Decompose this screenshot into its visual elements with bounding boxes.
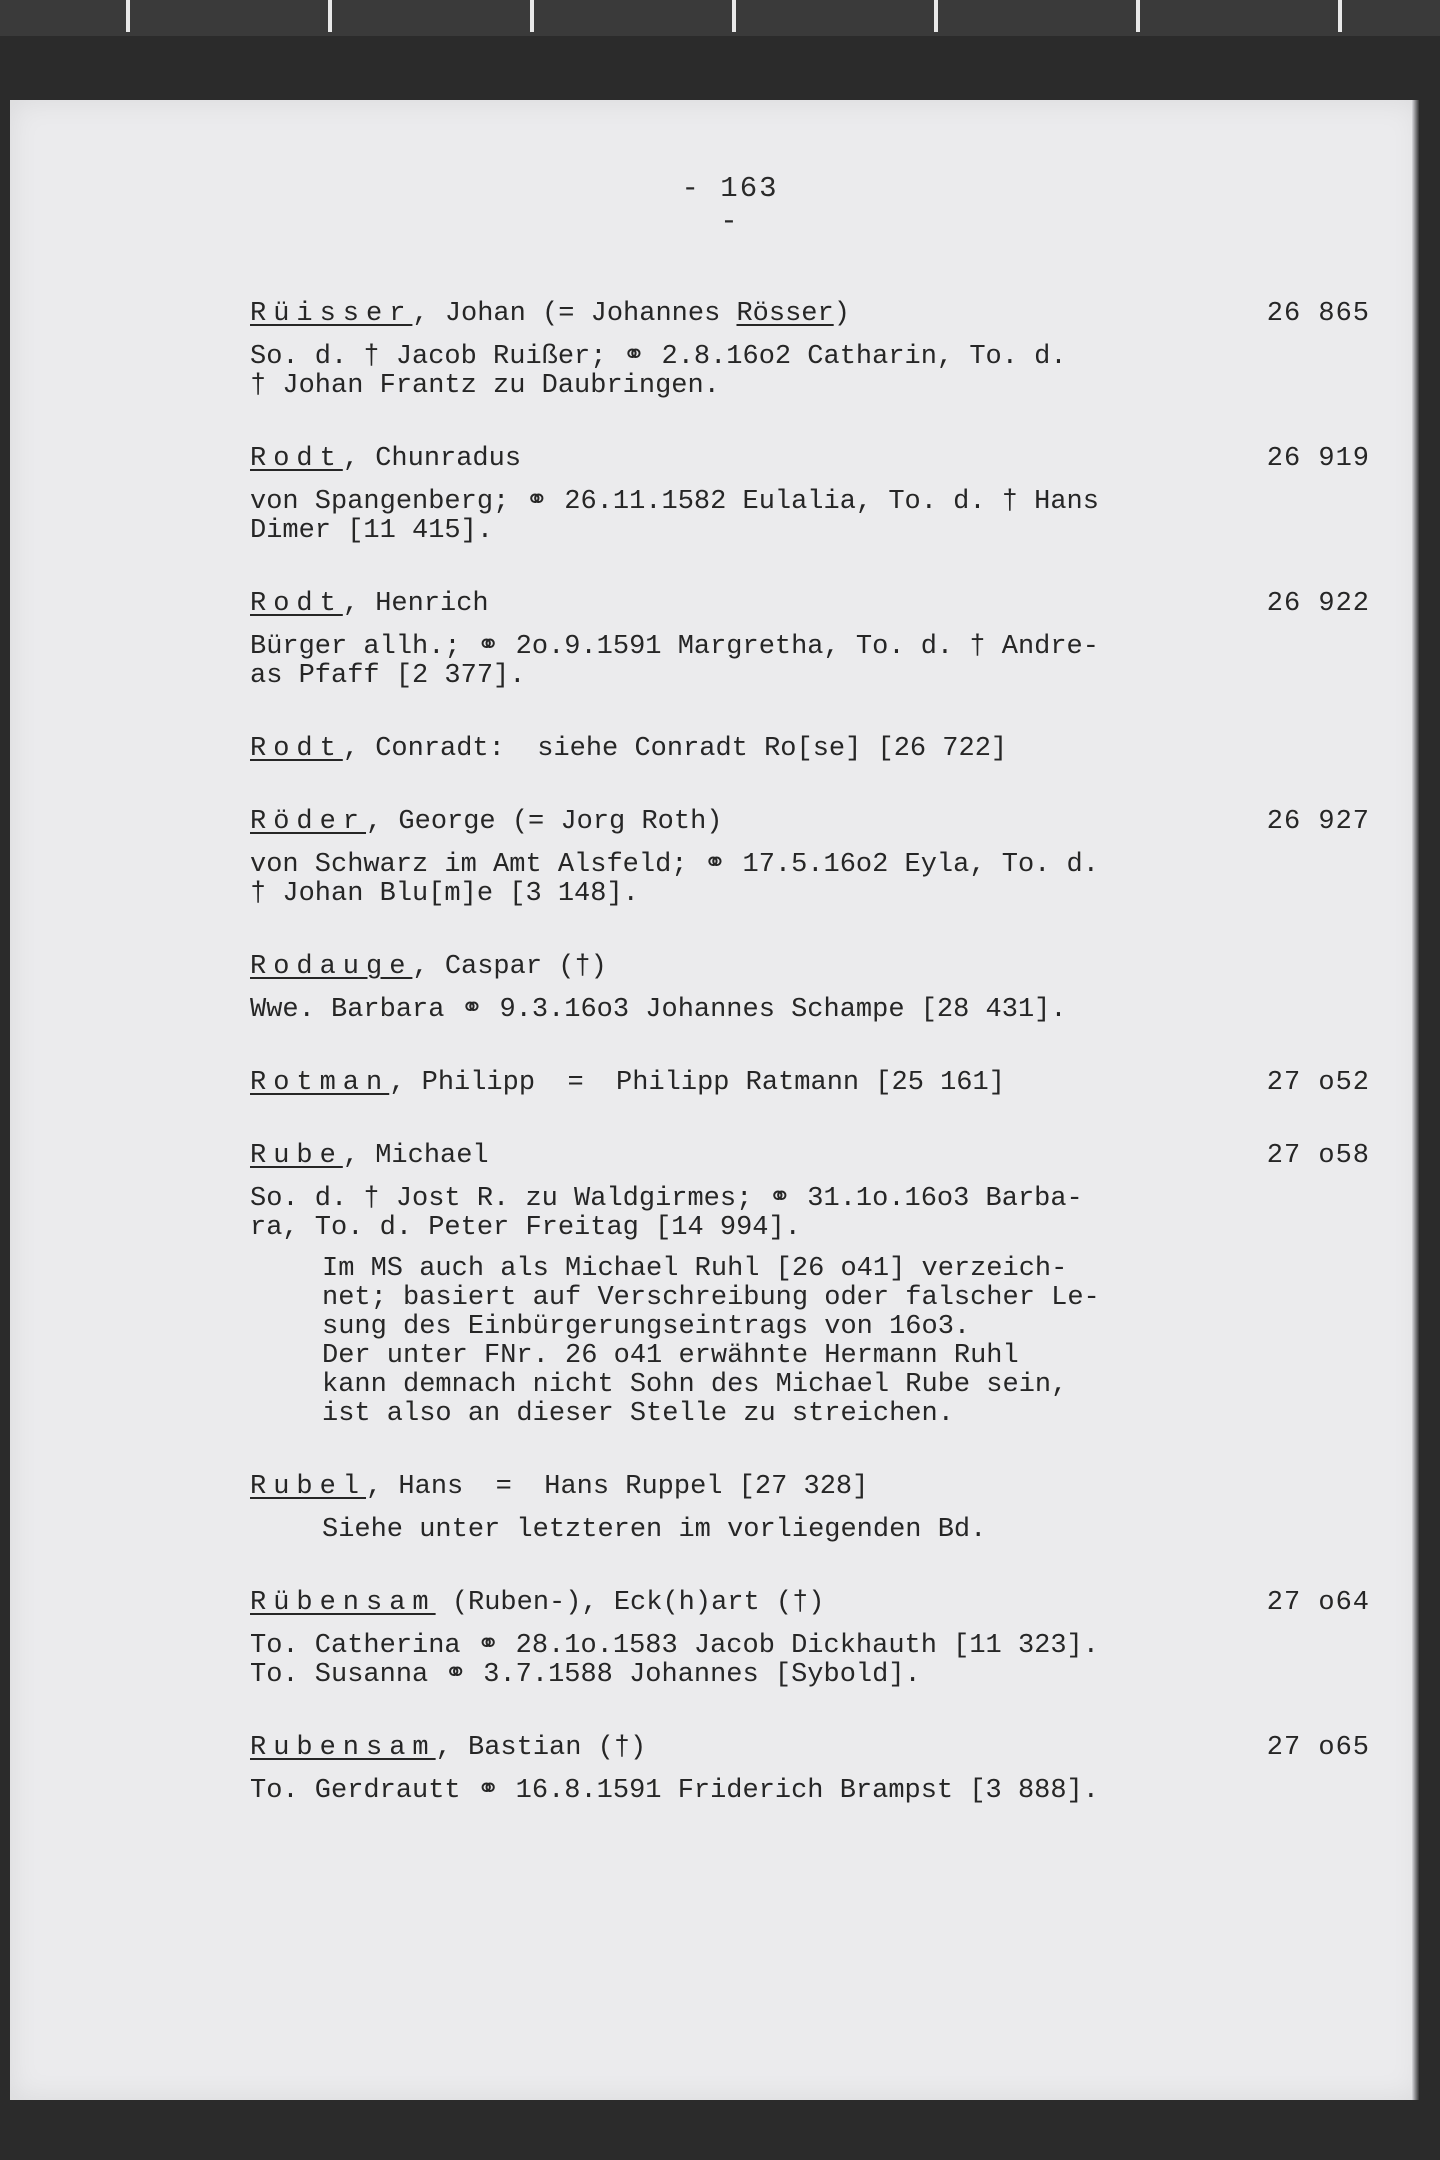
entry-surname: Röder: [250, 807, 367, 837]
entry-heading-text: [250, 1589, 825, 1618]
entry-note-line: Siehe unter letzteren im vorliegenden Bd.: [322, 1515, 987, 1545]
entry-given-name: , Hans = Hans Ruppel [27 328]: [366, 1472, 869, 1502]
entry-text-line: von Schwarz im Amt Alsfeld; ⚭ 17.5.16o2 Eyla, To. d.: [250, 850, 1099, 880]
entry-heading-text: [250, 953, 607, 982]
entry-given-name: , Michael: [342, 1141, 489, 1171]
film-perforation: [328, 0, 332, 32]
entry-heading: [250, 300, 1370, 329]
entry-note-line: Der unter FNr. 26 o41 erwähnte Hermann Ruhl: [322, 1341, 1019, 1371]
entry-surname: Rüisser: [250, 299, 413, 329]
entry-text-line: ra, To. d. Peter Freitag [14 994].: [250, 1213, 801, 1243]
film-perforation: [732, 0, 736, 32]
entry-text-line: Dimer [11 415].: [250, 516, 494, 546]
entry-heading: [250, 590, 1370, 619]
document-page: [10, 100, 1420, 2100]
entry-family-number: 27 o58: [1266, 1141, 1370, 1171]
page-number: - 163 -: [681, 172, 779, 238]
entry-surname: Rubensam: [250, 1733, 436, 1763]
entry-note-line: ist also an dieser Stelle zu streichen.: [322, 1399, 954, 1429]
entry-given-name: , Bastian (†): [435, 1733, 647, 1763]
entry-given-name: , Johan (= Johannes: [412, 299, 737, 329]
entry-family-number: 27 o64: [1266, 1588, 1370, 1618]
entry-heading: [250, 1734, 1370, 1763]
entry-surname: Rodt: [250, 589, 343, 619]
entry-surname: Rodauge: [250, 952, 413, 982]
entry-text-line: von Spangenberg; ⚭ 26.11.1582 Eulalia, To. d. † Hans: [250, 487, 1099, 517]
film-perforation: [126, 0, 130, 32]
entry-heading-text: [250, 1734, 646, 1763]
entry-family-number: [1260, 953, 1370, 982]
entry-text-line: Wwe. Barbara ⚭ 9.3.16o3 Johannes Schampe [28 431].: [250, 995, 1067, 1025]
entry-family-number: 27 o65: [1266, 1733, 1370, 1763]
entry-heading: [250, 445, 1370, 474]
entry-surname: Rodt: [250, 734, 343, 764]
entry-heading-text: [250, 808, 722, 837]
entry-heading-text: [250, 1473, 868, 1502]
entry-family-number: 26 922: [1266, 589, 1370, 619]
entry-surname: Rotman: [250, 1068, 390, 1098]
genealogy-entry: [250, 735, 1370, 764]
entry-note: [250, 1516, 1370, 1545]
genealogy-entry: [250, 590, 1370, 691]
entry-heading: [250, 735, 1370, 764]
entry-heading: [250, 953, 1370, 982]
entry-heading-text: [250, 1142, 489, 1171]
entry-family-number: 27 o52: [1266, 1068, 1370, 1098]
genealogy-entry: [250, 808, 1370, 909]
entry-given-name: , Conradt: siehe Conradt Ro[se] [26 722]: [342, 734, 1008, 764]
entry-text-line: So. d. † Jacob Ruißer; ⚭ 2.8.16o2 Catharin, To. d.: [250, 342, 1067, 372]
entry-heading: [250, 808, 1370, 837]
entry-heading: [250, 1069, 1370, 1098]
entry-heading: [250, 1473, 1370, 1502]
film-perforation: [1338, 0, 1342, 32]
entry-given-name: (Ruben-), Eck(h)art (†): [435, 1588, 825, 1618]
entry-given-name: , George (= Jorg Roth): [366, 807, 723, 837]
entry-text-line: † Johan Blu[m]e [3 148].: [250, 879, 639, 909]
entry-heading-text: [250, 445, 521, 474]
entry-surname: Rubel: [250, 1472, 367, 1502]
entry-given-name: , Chunradus: [342, 444, 522, 474]
entry-family-number: [1260, 735, 1370, 764]
genealogy-entry: [250, 1589, 1370, 1690]
entry-text-line: To. Catherina ⚭ 28.1o.1583 Jacob Dickhauth [11 323].: [250, 1631, 1099, 1661]
film-perforation: [530, 0, 534, 32]
entry-text-line: So. d. † Jost R. zu Waldgirmes; ⚭ 31.1o.16o3 Barba-: [250, 1184, 1083, 1214]
entry-text-line: † Johan Frantz zu Daubringen.: [250, 371, 720, 401]
entry-text-line: as Pfaff [2 377].: [250, 661, 526, 691]
entry-heading: [250, 1589, 1370, 1618]
entry-text-line: Bürger allh.; ⚭ 2o.9.1591 Margretha, To. d. † Andre-: [250, 632, 1099, 662]
entry-surname: Rodt: [250, 444, 343, 474]
genealogy-entry: [250, 300, 1370, 401]
entry-cross-reference: Rösser: [736, 299, 834, 329]
entry-heading-tail: ): [833, 299, 850, 329]
genealogy-entry: [250, 445, 1370, 546]
entry-surname: Rube: [250, 1141, 343, 1171]
entry-heading-text: [250, 1069, 1005, 1098]
entry-note-line: Im MS auch als Michael Ruhl [26 o41] verzeich-: [322, 1254, 1068, 1284]
entry-family-number: 26 919: [1266, 444, 1370, 474]
page-edge: [1412, 100, 1420, 2100]
genealogy-entry: [250, 953, 1370, 1025]
film-perforation: [934, 0, 938, 32]
entry-note-line: sung des Einbürgerungseintrags von 16o3.: [322, 1312, 971, 1342]
entry-surname: Rübensam: [250, 1588, 436, 1618]
genealogy-entry: [250, 1734, 1370, 1806]
entry-heading-text: [250, 735, 1007, 764]
entry-given-name: , Henrich: [342, 589, 489, 619]
entry-heading-text: [250, 590, 489, 619]
film-strip-top: [0, 0, 1440, 36]
entry-family-number: 26 865: [1266, 299, 1370, 329]
entry-text-line: To. Susanna ⚭ 3.7.1588 Johannes [Sybold].: [250, 1660, 921, 1690]
film-perforation: [1136, 0, 1140, 32]
genealogy-entry: [250, 1473, 1370, 1545]
entry-note-line: net; basiert auf Verschreibung oder falscher Le-: [322, 1283, 1100, 1313]
entry-heading-text: [250, 300, 850, 329]
entry-given-name: , Caspar (†): [412, 952, 607, 982]
entry-heading: [250, 1142, 1370, 1171]
entry-family-number: 26 927: [1266, 807, 1370, 837]
entry-note-line: kann demnach nicht Sohn des Michael Rube sein,: [322, 1370, 1068, 1400]
entry-list: [250, 300, 1370, 1850]
entry-family-number: [1260, 1473, 1370, 1502]
genealogy-entry: [250, 1142, 1370, 1429]
entry-given-name: , Philipp = Philipp Ratmann [25 161]: [389, 1068, 1005, 1098]
entry-note: [250, 1255, 1370, 1429]
entry-text-line: To. Gerdrautt ⚭ 16.8.1591 Friderich Brampst [3 888].: [250, 1776, 1099, 1806]
genealogy-entry: [250, 1069, 1370, 1098]
